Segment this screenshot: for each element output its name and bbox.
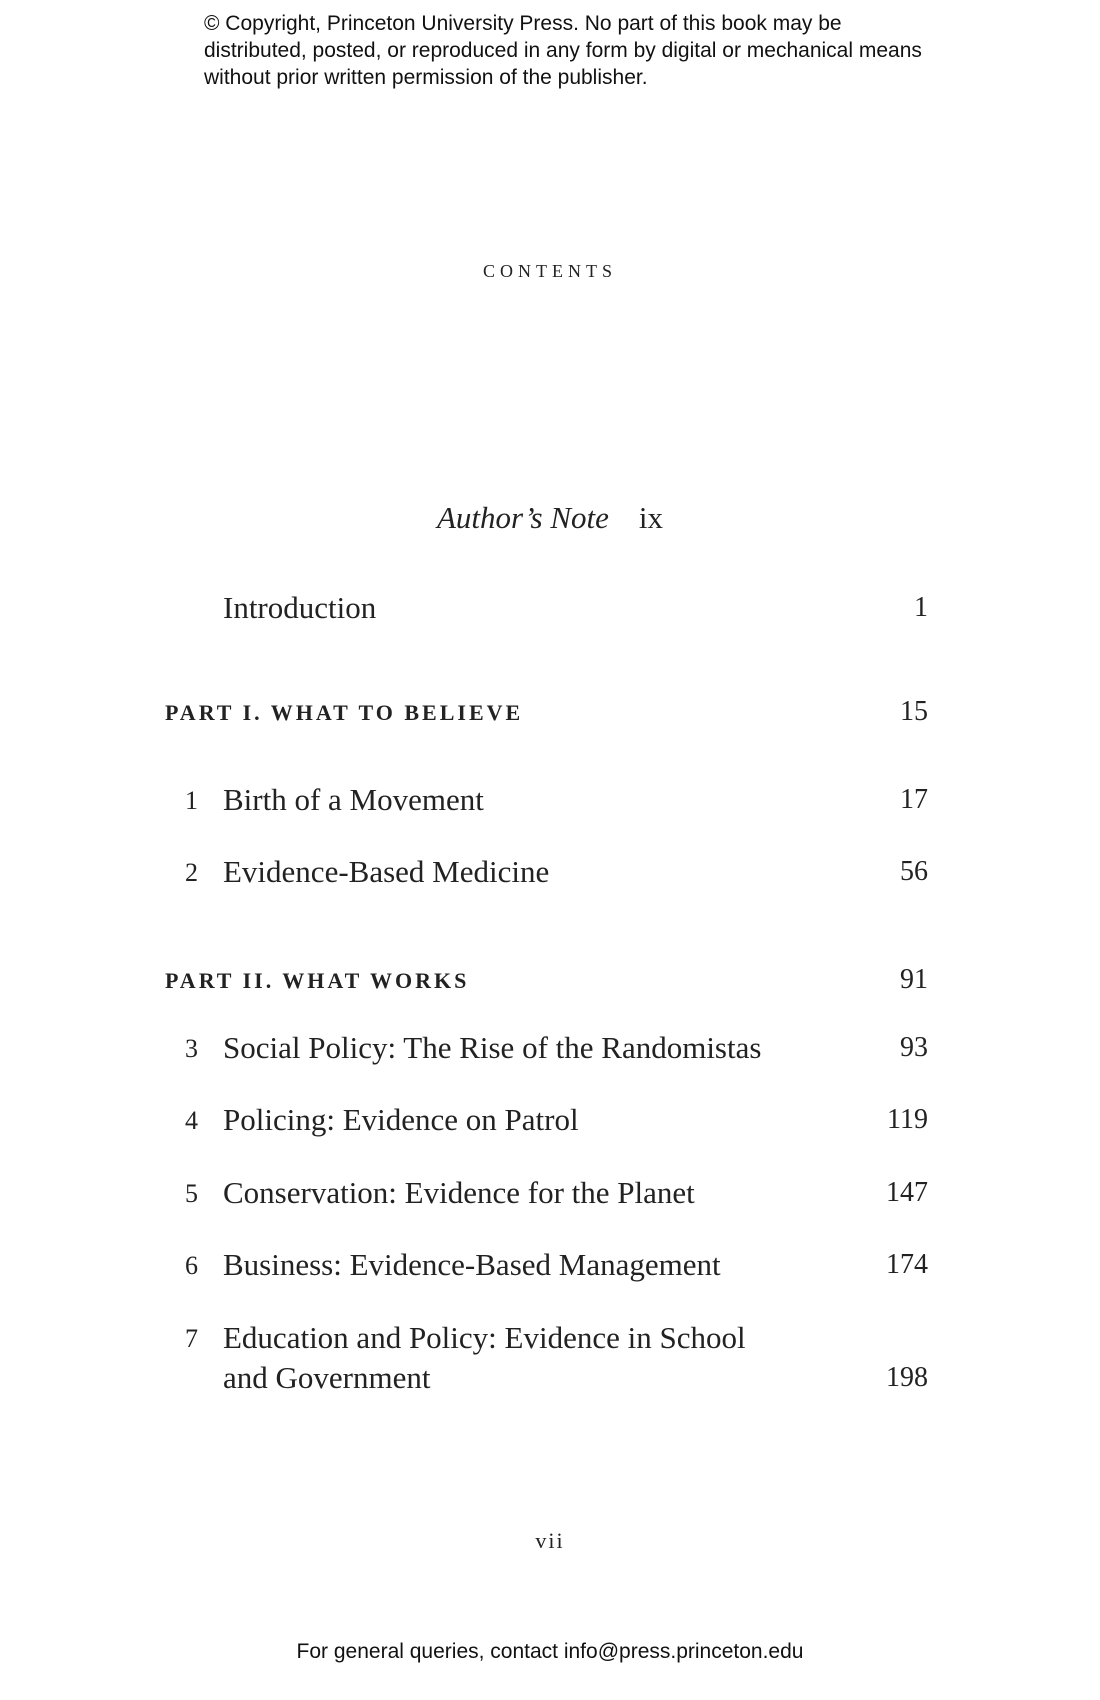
chapter-title: Evidence-Based Medicine — [223, 854, 550, 889]
chapter-page: 147 — [886, 1177, 928, 1208]
chapter-number: 1 — [185, 786, 198, 815]
chapter-title: Social Policy: The Rise of the Randomistas — [223, 1030, 762, 1065]
authors-note-label: Author’s Note — [436, 500, 609, 535]
copyright-notice: © Copyright, Princeton University Press. No part of this book may be distributed, posted, or reproduced in any form by digital or mechanical means without prior written permission of the publisher. — [204, 12, 922, 89]
chapter-number: 6 — [185, 1251, 198, 1280]
chapter-page: 56 — [900, 856, 928, 887]
chapter-page: 198 — [886, 1362, 928, 1393]
chapter-title: Policing: Evidence on Patrol — [223, 1102, 579, 1137]
chapter-number: 7 — [185, 1324, 198, 1353]
chapter-page: 119 — [887, 1104, 928, 1135]
chapter-number: 4 — [185, 1106, 198, 1135]
introduction-page: 1 — [914, 592, 928, 623]
part-2-title: PART II. WHAT WORKS — [165, 968, 470, 993]
introduction-title: Introduction — [223, 590, 377, 625]
chapter-page: 93 — [900, 1032, 928, 1063]
part-1-page: 15 — [900, 696, 928, 727]
page-folio: vii — [535, 1528, 565, 1553]
authors-note-page: ix — [638, 500, 664, 535]
contents-heading: contents — [483, 254, 617, 283]
chapter-title: Conservation: Evidence for the Planet — [223, 1175, 695, 1210]
chapter-number: 5 — [185, 1179, 198, 1208]
chapter-page: 17 — [900, 784, 928, 815]
chapter-number: 3 — [185, 1034, 198, 1063]
general-queries-footer: For general queries, contact info@press.princeton.edu — [296, 1640, 804, 1663]
chapter-title: Business: Evidence-Based Management — [223, 1247, 721, 1282]
chapter-title: Education and Policy: Evidence in School and Government — [223, 1320, 746, 1395]
chapter-page: 174 — [886, 1249, 928, 1280]
chapter-title: Birth of a Movement — [223, 782, 484, 817]
part-1-title: PART I. WHAT TO BELIEVE — [165, 700, 524, 725]
chapter-number: 2 — [185, 858, 198, 887]
authors-note-entry — [0, 500, 1100, 536]
part-2-page: 91 — [900, 964, 928, 995]
